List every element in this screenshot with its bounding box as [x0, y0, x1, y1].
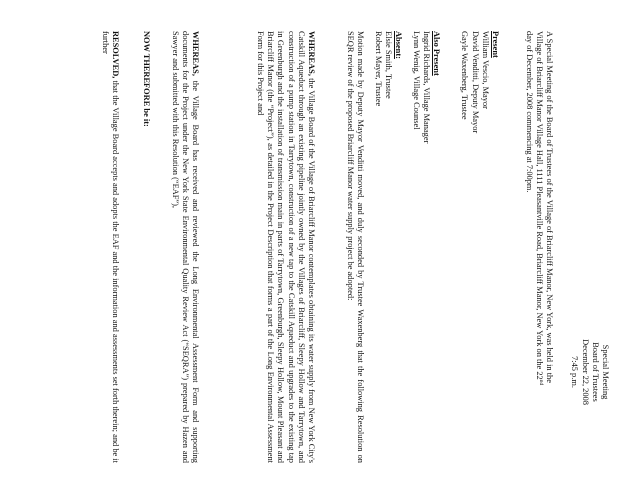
whereas-lead: WHEREAS,: [191, 31, 200, 76]
also-present-section: [410, 31, 441, 331]
resolved-body: that the Village Board accepts and adopts the EAF and the information and assessments set forth therein; and be it further: [100, 31, 120, 463]
whereas-body: the Village Board has received and reviewed the Long Environmental Assessment Form and supporting documents for the Project under the New York State Environmental Quality Review Act (“SEQRA”) prepared by Hazen and Sawyer and submitted with this Resolution (“EAF”),: [170, 31, 200, 463]
header-line-meeting-type: Special Meeting: [601, 344, 610, 400]
header-line-time: 7:45 p.m.: [570, 356, 580, 388]
whereas-paragraph-eaf: [169, 31, 200, 463]
now-therefore-heading: NOW THEREFORE be it:: [142, 31, 151, 127]
motion-paragraph: Motion made by Deputy Mayor Venditti moved, and duly seconded by Trustee Waxenberg that the following Resolution on SEQR review of the proposed Briarcliff Manor water supply project be adopted:: [345, 31, 365, 463]
intro-ordinal-suffix: nd: [537, 379, 544, 386]
present-heading: Present: [491, 31, 500, 58]
present-section: [459, 31, 500, 331]
meeting-header: [569, 262, 610, 482]
intro-paragraph: [523, 31, 554, 391]
absent-member: Elsie Smith, Trustee: [383, 31, 393, 99]
whereas-paragraph-water-supply: [255, 31, 316, 463]
resolved-paragraph: [100, 31, 120, 463]
intro-text-start: A Special Meeting of the Board of Trustees of the Village of Briarcliff Manor, New York, was held in the Village of Briarcliff Manor Village Hall, 1111 Pleasantville Road, Briarcliff Manor, New York on the 22: [534, 31, 554, 383]
also-present-heading: Also Present: [432, 31, 441, 76]
intro-text-end: day of December, 2008 commencing at 7:00pm.: [524, 31, 534, 193]
whereas-lead: WHEREAS,: [307, 31, 316, 76]
present-member: Gayle Waxenberg, Trustee: [460, 31, 470, 120]
header-line-board: Board of Trustees: [590, 342, 600, 402]
header-line-date: December 22, 2008: [580, 339, 590, 405]
absent-member: Robert Mayer, Trustee: [373, 31, 383, 107]
resolved-lead: RESOLVED,: [111, 31, 120, 79]
absent-heading: Absent:: [394, 31, 403, 59]
present-member: William Vescio, Mayor: [480, 31, 490, 109]
also-present-member: Lynn Wenig, Village Counsel: [411, 31, 421, 130]
whereas-body: the Village Board of the Village of Briarcliff Manor contemplates obtaining its water supply from New York City's Catskill Aqueduct through an existing pipeline jointly owned by the Villages of Briarcliff, Sleepy Hollow and Tarrytown, and construction of a pump station in Tarrytown, construction of a new tap to the Catskill Aqueduct and upgrades to the existing tap in Greenburgh and the installation of transmission main in parts of Tarrytown, Greenburgh, Sleepy Hollow, Mount Pleasant and Briarcliff Manor (the “Project”), as detailed in the Project Description that forms a part of the Long Environmental Assessment Form for this Project and: [255, 31, 316, 463]
absent-section: [372, 31, 403, 331]
also-present-member: Ingrid Richards, Village Manager: [421, 31, 431, 144]
present-member: David Venditti, Deputy Mayor: [470, 31, 480, 134]
